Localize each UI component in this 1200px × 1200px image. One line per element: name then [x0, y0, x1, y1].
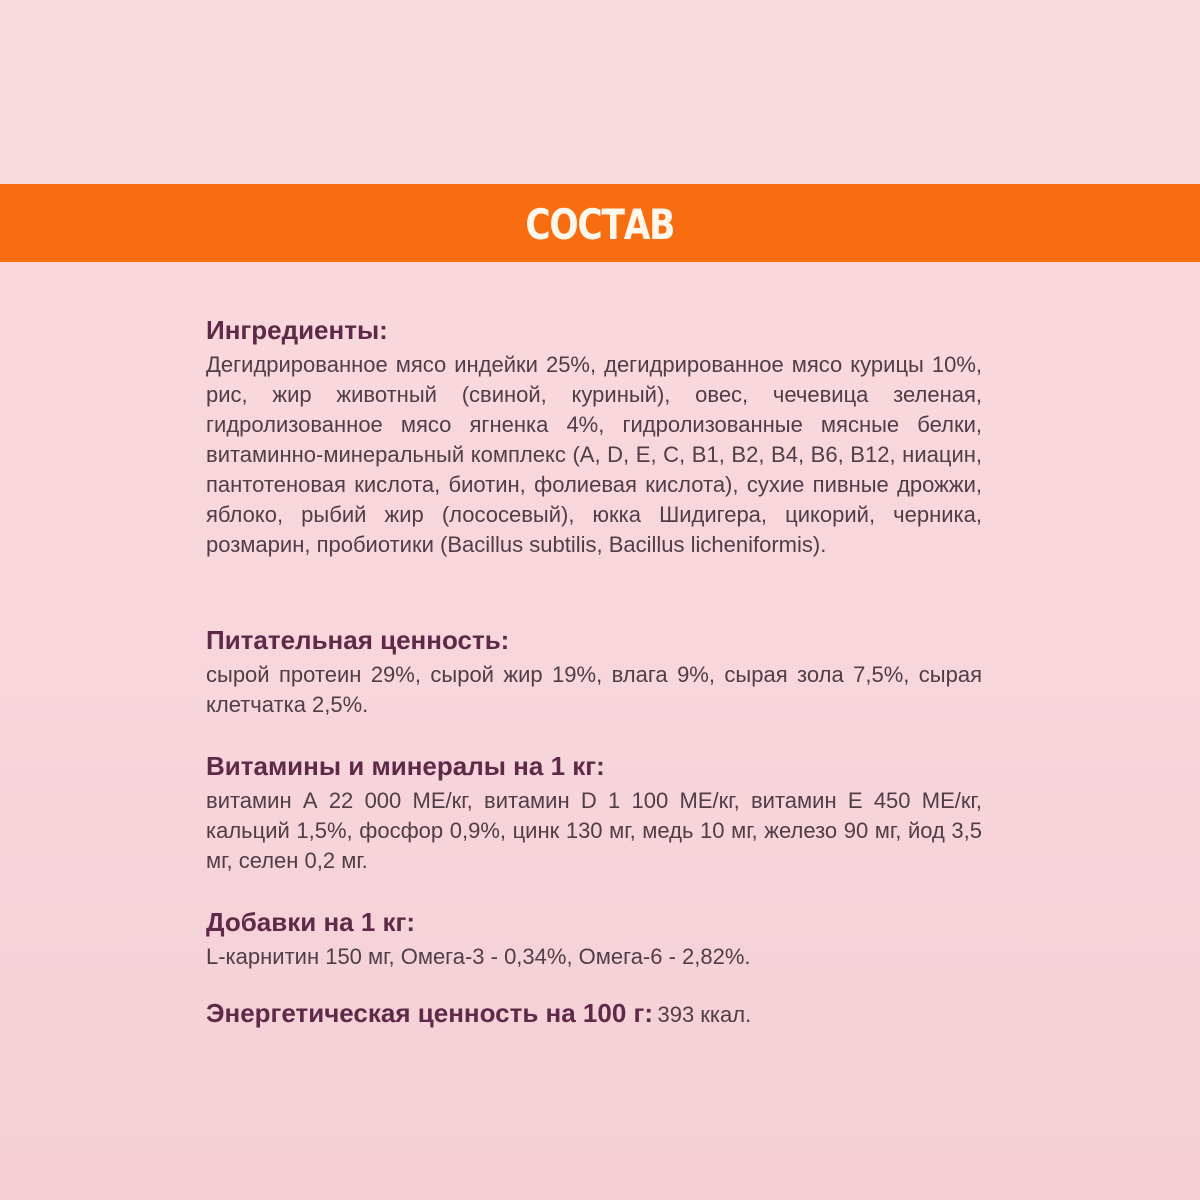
- energy-section: [206, 993, 982, 1038]
- energy-value: 393 ккал.: [657, 1002, 752, 1027]
- title-banner: [0, 184, 1200, 262]
- banner-title: СОСТАВ: [525, 199, 675, 249]
- nutrition-heading: Питательная ценность:: [206, 625, 510, 655]
- vitamins-text: витамин А 22 000 МЕ/кг, витамин D 1 100 МЕ/кг, витамин Е 450 МЕ/кг, кальций 1,5%, фосфор 0,9%, цинк 130 мг, медь 10 мг, железо 90 мг, йод 3,5 мг, селен 0,2 мг.: [206, 788, 982, 873]
- additives-heading: Добавки на 1 кг:: [206, 907, 416, 937]
- additives-text: L-карнитин 150 мг, Омега-3 - 0,34%, Омега-6 - 2,82%.: [206, 944, 751, 969]
- ingredients-text: Дегидрированное мясо индейки 25%, дегидрированное мясо курицы 10%, рис, жир животный (свиной, куриный), овес, чечевица зеленая, гидролизованное мясо ягненка 4%, гидролизованные мясные белки, витаминно-минеральный комплекс (A, D, E, C, B1, B2, B4, B6, B12, ниацин, пантотеновая кислота, биотин, фолиевая кислота), сухие пивные дрожжи, яблоко, рыбий жир (лососевый), юкка Шидигера, цикорий, черника, розмарин, пробиотики (Bacillus subtilis, Bacillus licheniformis).: [206, 352, 982, 557]
- ingredients-section: [206, 310, 982, 560]
- nutrition-text: сырой протеин 29%, сырой жир 19%, влага 9%, сырая зола 7,5%, сырая клетчатка 2,5%.: [206, 662, 982, 717]
- vitamins-section: [206, 746, 982, 876]
- energy-heading: Энергетическая ценность на 100 г:: [206, 998, 654, 1028]
- additives-section: [206, 902, 982, 972]
- vitamins-heading: Витамины и минералы на 1 кг:: [206, 751, 605, 781]
- nutrition-section: [206, 620, 982, 720]
- ingredients-heading: Ингредиенты:: [206, 315, 388, 345]
